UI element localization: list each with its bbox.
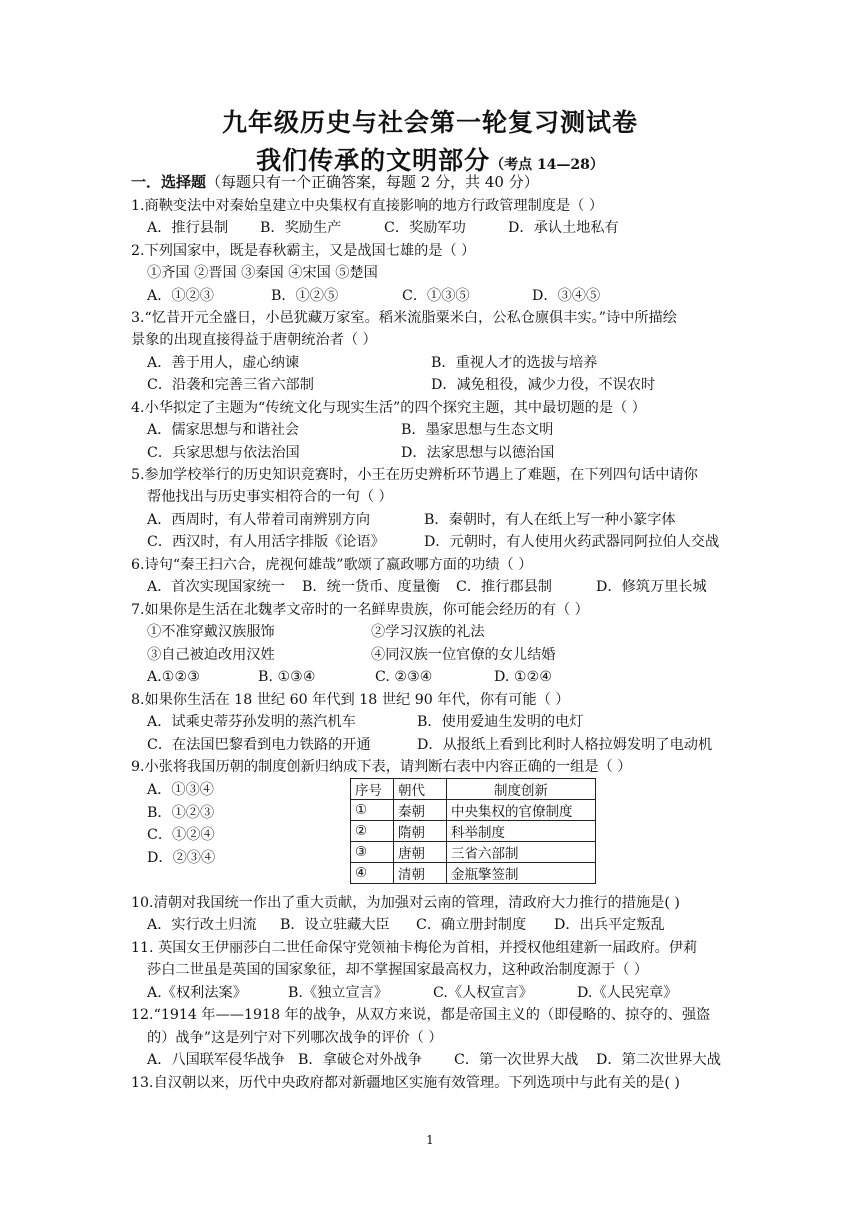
option-a: A．①②③ <box>147 288 214 304</box>
subtitle-text: 我们传承的文明部分 <box>256 146 491 175</box>
question-11-line-2: 莎白二世虽是英国的国家象征，却不掌握国家最高权力，这种政治制度源于（ ） <box>147 962 649 978</box>
subtitle-note: （考点 14—28） <box>490 157 604 173</box>
table-cell: 金瓶擎签制 <box>447 863 596 884</box>
question-5-line-1: 5.参加学校举行的历史知识竞赛时，小王在历史辨析环节遇上了难题，在下列四句话中请你 <box>131 467 698 483</box>
option-b: B.《独立宣言》 <box>288 985 389 1001</box>
page-number: 1 <box>426 1133 434 1147</box>
table-cell: 秦朝 <box>394 800 447 821</box>
section-label: 一．选择题 <box>131 173 207 191</box>
option-a: A．推行县制 <box>147 220 229 236</box>
question-10: 10.清朝对我国统一作出了重大贡献，为加强对云南的管理，清政府大力推行的措施是( ) <box>131 895 680 911</box>
question-4: 4.小华拟定了主题为“传统文化与现实生活”的四个探究主题，其中最切题的是（ ） <box>131 400 646 416</box>
option-b: B. ①③④ <box>258 669 316 685</box>
option-b: B．重视人才的选拔与培养 <box>431 355 598 371</box>
option-a: A．实行改土归流 <box>147 917 257 933</box>
option-c: C. ②③④ <box>375 669 433 685</box>
table-cell: 科举制度 <box>447 821 596 842</box>
option-b: B．使用爱迪生发明的电灯 <box>417 714 584 730</box>
statement-4: ④同汉族一位官僚的女儿结婚 <box>371 647 556 663</box>
table-cell: ① <box>351 800 394 821</box>
question-9-option-a: A．①③④ <box>147 782 214 798</box>
option-c: C．在法国巴黎看到电力铁路的开通 <box>147 737 371 753</box>
table-header: 朝代 <box>394 779 447 800</box>
option-d: D．减免租役，减少力役，不误农时 <box>431 377 656 393</box>
section-note: （每题只有一个正确答案，每题 2 分，共 40 分） <box>206 173 539 191</box>
question-12-line-2: 的）战争”这是列宁对下列哪次战争的评价（ ） <box>147 1030 443 1046</box>
table-cell: ② <box>351 821 394 842</box>
question-9: 9.小张将我国历朝的制度创新归纳成下表，请判断右表中内容正确的一组是（ ） <box>131 759 632 775</box>
option-d: D．出兵平定叛乱 <box>554 917 665 933</box>
option-b: B．秦朝时，有人在纸上写一种小篆字体 <box>424 512 676 528</box>
option-d: D．从报纸上看到比利时人格拉姆发明了电动机 <box>417 737 713 753</box>
statement-2: ②学习汉族的礼法 <box>371 624 485 640</box>
question-11-line-1: 11. 英国女王伊丽莎白二世任命保守党领袖卡梅伦为首相，并授权他组建新一届政府。伊莉 <box>131 940 698 956</box>
question-1: 1.商鞅变法中对秦始皇建立中央集权有直接影响的地方行政管理制度是（ ） <box>131 198 604 214</box>
option-c: C．沿袭和完善三省六部制 <box>147 377 314 393</box>
table-cell: 中央集权的官僚制度 <box>447 800 596 821</box>
option-b: B．墨家思想与生态文明 <box>401 422 554 438</box>
system-innovation-table <box>350 778 596 884</box>
table-cell: ④ <box>351 863 394 884</box>
option-c: C．确立册封制度 <box>416 917 527 933</box>
option-b: B．设立驻藏大臣 <box>280 917 390 933</box>
table-row <box>351 800 596 821</box>
option-d: D．修筑万里长城 <box>596 579 707 595</box>
option-c: C．第一次世界大战 <box>454 1052 579 1068</box>
question-7: 7.如果你是生活在北魏孝文帝时的一名鲜卑贵族，你可能会经历的有（ ） <box>131 602 589 618</box>
option-c: C．西汉时，有人用活字排版《论语》 <box>147 534 385 550</box>
question-2-items: ①齐国 ②晋国 ③秦国 ④宋国 ⑤楚国 <box>147 265 378 281</box>
question-9-option-d: D．②③④ <box>147 850 216 866</box>
option-d: D.《人民宪章》 <box>577 985 678 1001</box>
question-13: 13.自汉朝以来，历代中央政府都对新疆地区实施有效管理。下列选项中与此有关的是( ) <box>131 1075 680 1091</box>
option-d: D．承认土地私有 <box>508 220 619 236</box>
table-row <box>351 821 596 842</box>
question-6: 6.诗句“秦王扫六合，虎视何雄哉”歌颂了嬴政哪方面的功绩（ ） <box>131 557 533 573</box>
question-8: 8.如果你生活在 18 世纪 60 年代到 18 世纪 90 年代，你有可能（ ） <box>131 692 570 708</box>
question-2: 2.下列国家中，既是春秋霸主，又是战国七雄的是（ ） <box>131 243 476 259</box>
option-d: D．法家思想与以德治国 <box>401 445 555 461</box>
option-a: A．善于用人，虚心纳谏 <box>147 355 300 371</box>
option-d: D．元朝时，有人使用火药武器同阿拉伯人交战 <box>424 534 720 550</box>
option-a: A．儒家思想与和谐社会 <box>147 422 300 438</box>
table-row <box>351 863 596 884</box>
statement-1: ①不准穿戴汉族服饰 <box>147 624 275 640</box>
option-c: C．奖励军功 <box>384 220 466 236</box>
option-b: B．①②⑤ <box>271 288 339 304</box>
table-cell: 清朝 <box>394 863 447 884</box>
option-d: D．③④⑤ <box>532 288 601 304</box>
statement-3: ③自己被迫改用汉姓 <box>147 647 275 663</box>
question-5-line-2: 帮他找出与历史事实相符合的一句（ ） <box>147 489 393 505</box>
table-header: 制度创新 <box>447 779 596 800</box>
table-cell: 唐朝 <box>394 842 447 863</box>
option-c: C．推行郡县制 <box>456 579 552 595</box>
table-row <box>351 842 596 863</box>
question-3-line-1: 3.“忆昔开元全盛日，小邑犹藏万家室。稻米流脂粟米白，公私仓廪俱丰实。”诗中所描绘 <box>131 310 677 326</box>
option-c: C．兵家思想与依法治国 <box>147 445 300 461</box>
option-c: C.《人权宣言》 <box>433 985 533 1001</box>
option-a: A.《权利法案》 <box>147 985 247 1001</box>
option-b: B．拿破仑对外战争 <box>298 1052 422 1068</box>
option-b: B．统一货币、度量衡 <box>302 579 441 595</box>
table-cell: 三省六部制 <box>447 842 596 863</box>
page-title: 九年级历史与社会第一轮复习测试卷 <box>221 108 638 137</box>
option-a: A．八国联军侵华战争 <box>147 1052 285 1068</box>
question-3-line-2: 景象的出现直接得益于唐朝统治者（ ） <box>131 332 377 348</box>
table-cell: 隋朝 <box>394 821 447 842</box>
option-b: B．奖励生产 <box>260 220 342 236</box>
page-subtitle <box>0 141 860 177</box>
question-12-line-1: 12.“1914 年——1918 年的战争，从双方来说，都是帝国主义的（即侵略的、掠夺的、强盗 <box>131 1007 711 1023</box>
option-a: A.①②③ <box>147 669 200 685</box>
section-heading <box>131 173 539 191</box>
option-a: A．试乘史蒂芬孙发明的蒸汽机车 <box>147 714 356 730</box>
option-d: D. ①②④ <box>494 669 553 685</box>
table-cell: ③ <box>351 842 394 863</box>
table-header-row <box>351 779 596 800</box>
option-a: A．西周时，有人带着司南辨别方向 <box>147 512 371 528</box>
question-9-option-b: B．①②③ <box>147 805 215 821</box>
option-c: C．①③⑤ <box>402 288 470 304</box>
option-d: D．第二次世界大战 <box>596 1052 721 1068</box>
option-a: A．首次实现国家统一 <box>147 579 285 595</box>
question-9-option-c: C．①②④ <box>147 827 215 843</box>
table-header: 序号 <box>351 779 394 800</box>
